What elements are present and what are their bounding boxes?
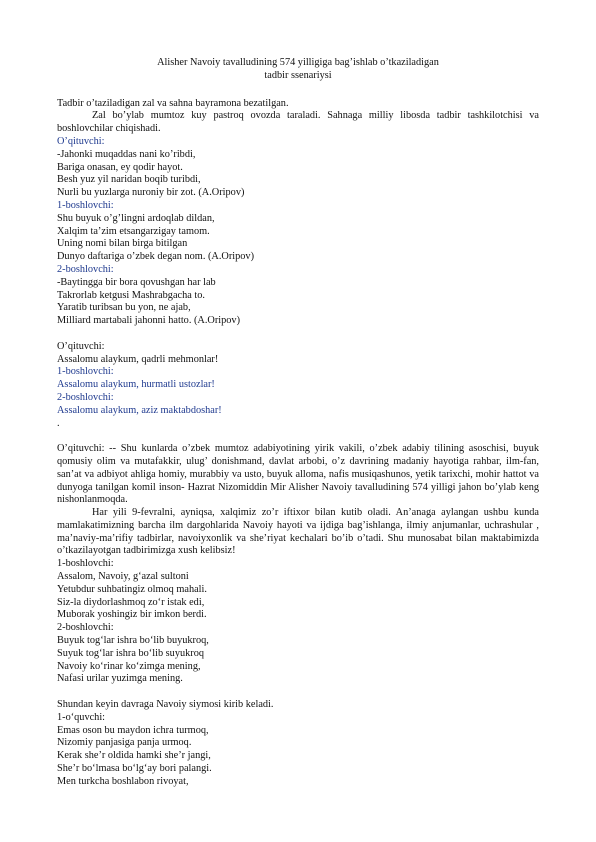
document-title-line2: tadbir ssenariysi	[264, 69, 332, 81]
verse-line: Emas oson bu maydon ichra turmoq,	[57, 724, 209, 736]
verse-line: Nafasi urilar yuzimga mening.	[57, 673, 183, 685]
greeting-line: Assalomu alaykum, hurmatli ustozlar!	[57, 379, 215, 391]
teacher-speech-paragraph: O’qituvchi: -- Shu kunlarda o’zbek mumtoz adabiyotining yirik vakili, o’zbek adabiy tilining asoschisi, buyuk qomusiy olim va mutafakkir, ulug’ donishmand, davlat arbobi, o’z davrining madaniy hayotiga rahbar, ilm-fan, san’at va adbiyot ahliga homiy, murabbiy va usto, buyuk alloma, nafis musiqashunos, yetik tarixchi, mohir hattot va dunyoga tanilgan komil inson- Hazrat Nizomiddin Mir Alisher Navoiy tavalludining 574 yilligi jahon bo’ylab keng nishonlanmoqda.	[57, 443, 539, 506]
stage-direction: Shundan keyin davraga Navoiy siymosi kirib keladi.	[57, 699, 274, 711]
speaker-label: 1-boshlovchi:	[57, 366, 114, 378]
verse-line: Bariga onasan, ey qodir hayot.	[57, 161, 183, 173]
verse-line: Siz-la diydorlashmoq zo‘r istak edi,	[57, 596, 205, 608]
speaker-label: 1-o‘quvchi:	[57, 711, 106, 723]
speaker-label: O’qituvchi:	[57, 135, 105, 147]
verse-line: Kerak she’r oldida hamki she’r jangi,	[57, 750, 211, 762]
verse-line: Yaratib turibsan bu yon, ne ajab,	[57, 302, 191, 314]
verse-line: -Jahonki muqaddas nani ko’ribdi,	[57, 148, 196, 160]
intro-paragraph: Zal bo’ylab mumtoz kuy pastroq ovozda taraladi. Sahnaga milliy libosda tadbir tashkilotchisi va boshlovchilar chiqishadi.	[57, 110, 539, 135]
speaker-label: 1-boshlovchi:	[57, 199, 114, 211]
document-title-line1: Alisher Navoiy tavalludining 574 yilligiga bag’ishlab o’tkaziladigan	[157, 57, 439, 68]
spacer	[57, 686, 539, 699]
verse-line: -Baytingga bir bora qovushgan har lab	[57, 276, 216, 288]
greeting-line: Assalomu alaykum, qadrli mehmonlar!	[57, 353, 219, 365]
greeting-line: Assalomu alaykum, aziz maktabdoshar!	[57, 404, 222, 416]
verse-line: Dunyo daftariga o’zbek degan nom. (A.Oripov)	[57, 251, 255, 263]
spacer	[57, 430, 539, 443]
verse-line: Shu buyuk o’g’lingni ardoqlab dildan,	[57, 212, 215, 224]
speaker-label: 2-boshlovchi:	[57, 391, 114, 403]
speaker-label: 2-boshlovchi:	[57, 622, 114, 634]
speaker-label: 2-boshlovchi:	[57, 263, 114, 275]
verse-line: Uning nomi bilan birga bitilgan	[57, 238, 188, 250]
verse-line: Men turkcha boshlabon rivoyat,	[57, 775, 189, 787]
teacher-speech-paragraph: Har yili 9-fevralni, ayniqsa, xalqimiz zo’r iftixor bilan kutib oladi. An’anaga aylangan ushbu kunda mamlakatimizning barcha ilm dargohlarida Navoiy hayoti va ijdiga bag’ishlanga, ilmiy anjumanlar, uchrashular , ma’naviy-ma’rifiy tadbirlar, navoiyxonlik va she’riyat kechalari bo’ib o’tadi. Shu munosabat bilan maktabimizda o’tkazilayotgan tadbirimizga xush kelibsiz!	[57, 507, 539, 557]
spacer	[57, 328, 539, 341]
speaker-label: O’qituvchi:	[57, 340, 105, 352]
verse-line: Suyuk tog‘lar ishra bo‘lib suyukroq	[57, 647, 205, 659]
speaker-label: 1-boshlovchi:	[57, 558, 114, 570]
verse-line: Besh yuz yil naridan boqib turibdi,	[57, 174, 201, 186]
verse-line: Xalqim ta’zim etsangarzigay tamom.	[57, 225, 210, 237]
verse-line: Navoiy ko‘rinar ko‘zimga mening,	[57, 660, 201, 672]
period-mark: .	[57, 417, 60, 429]
verse-line: Muborak yoshingiz bir imkon berdi.	[57, 609, 207, 621]
verse-line: Takrorlab ketgusi Mashrabgacha to.	[57, 289, 205, 301]
verse-line: Nurli bu yuzlarga nuroniy bir zot. (A.Oripov)	[57, 187, 245, 199]
verse-line: She’r bo‘lmasa bo‘lg‘ay bori palangi.	[57, 763, 212, 775]
verse-line: Nizomiy panjasiga panja urmoq.	[57, 737, 192, 749]
verse-line: Assalom, Navoiy, g‘azal sultoni	[57, 571, 189, 583]
verse-line: Buyuk tog‘lar ishra bo‘lib buyukroq,	[57, 635, 209, 647]
spacer	[57, 83, 539, 98]
verse-line: Milliard martabali jahonni hatto. (A.Oripov)	[57, 315, 241, 327]
intro-line: Tadbir o’taziladigan zal va sahna bayramona bezatilgan.	[57, 97, 289, 109]
verse-line: Yetubdur suhbatingiz olmoq mahali.	[57, 583, 207, 595]
